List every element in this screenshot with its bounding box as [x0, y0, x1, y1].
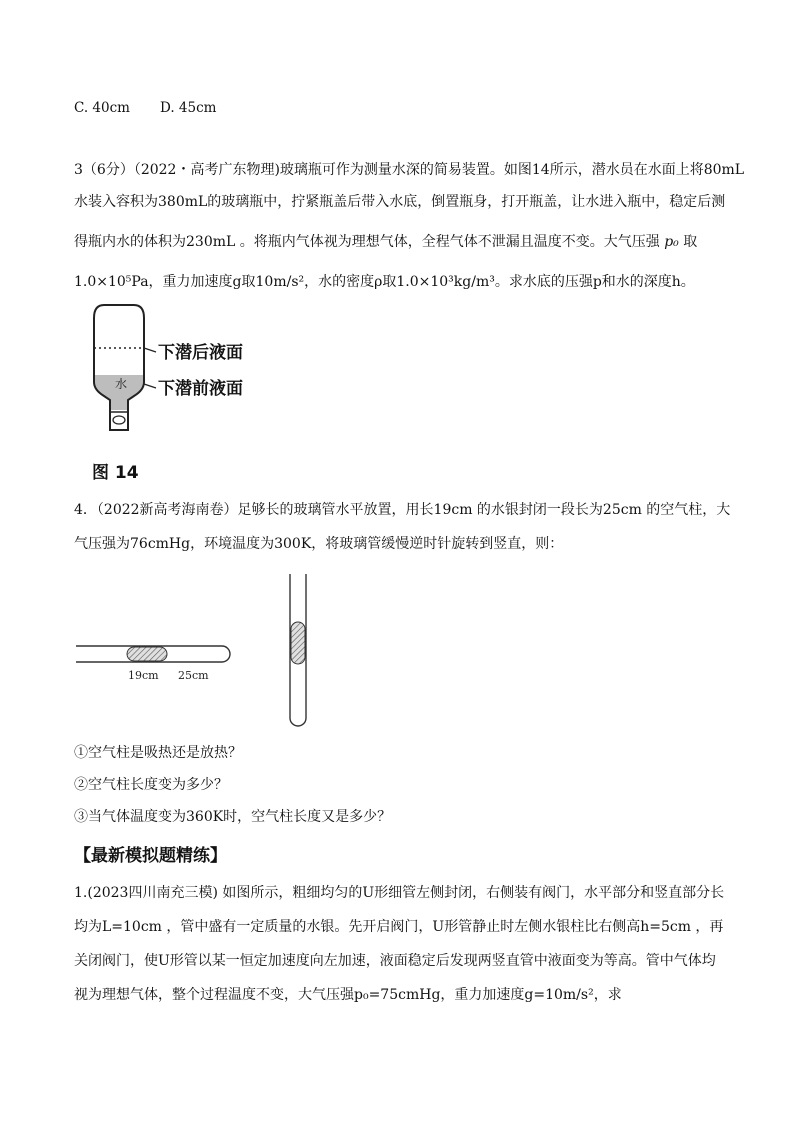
p1-line-1: 1.(2023四川南充三模) 如图所示，粗细均匀的U形细管左侧封闭，右侧装有阀门，水平部分和竖直部分长 [74, 885, 725, 901]
q4-line-2: 气压强为76cmHg，环境温度为300K，将玻璃管缓慢逆时针旋转到竖直，则： [74, 536, 564, 552]
section-title: 【最新模拟题精练】 [74, 846, 227, 866]
mercury-vertical [291, 622, 305, 664]
q3-line-3 [74, 232, 697, 252]
q3-qu-text: 取 [683, 234, 698, 250]
p1-line-3: 关闭阀门，使U形管以某一恒定加速度向左加速，液面稳定后发现两竖直管中液面变为等高。管中气体均 [74, 953, 716, 969]
figure-14-caption: 图 14 [92, 463, 139, 483]
label-25cm: 25cm [178, 669, 209, 682]
figure-glass-tubes [70, 570, 330, 730]
water-char: 水 [115, 377, 128, 391]
option-c: C. 40cm [74, 100, 130, 116]
p1-line-2: 均为L=10cm ，管中盛有一定质量的水银。先开启阀门，U形管静止时左侧水银柱比右侧高h=5cm ，再 [74, 919, 724, 935]
p1-line-4: 视为理想气体，整个过程温度不变，大气压强p₀=75cmHg，重力加速度g=10m/s²，求 [74, 987, 622, 1003]
q4-sub-2: ②空气柱长度变为多少？ [74, 777, 228, 793]
q3-p0-symbol: p₀ [664, 234, 679, 250]
figure-14-bottle [90, 300, 300, 485]
q3-line-1: 3（6分）（2022・高考广东物理)玻璃瓶可作为测量水深的简易装置。如图14所示，潜水员在水面上将80mL [74, 162, 745, 178]
q3-line-3-text: 得瓶内水的体积为230mL 。将瓶内气体视为理想气体，全程气体不泄漏且温度不变。大气压强 [74, 234, 660, 250]
label-19cm: 19cm [128, 669, 159, 682]
label-before-dive: 下潜前液面 [158, 379, 243, 399]
mercury-horizontal [127, 647, 167, 661]
q3-line-2: 水装入容积为380mL的玻璃瓶中，拧紧瓶盖后带入水底，倒置瓶身，打开瓶盖，让水进入瓶中，稳定后测 [74, 194, 726, 210]
q3-line-4: 1.0×10⁵Pa，重力加速度g取10m/s²，水的密度ρ取1.0×10³kg/m³。求水底的压强p和水的深度h。 [74, 274, 695, 290]
q4-sub-1: ①空气柱是吸热还是放热？ [74, 745, 242, 761]
label-after-dive: 下潜后液面 [158, 343, 243, 363]
option-d: D. 45cm [160, 100, 217, 116]
q4-line-1: 4．（2022新高考海南卷）足够长的玻璃管水平放置，用长19cm 的水银封闭一段长为25cm 的空气柱，大 [74, 502, 731, 518]
q4-sub-3: ③当气体温度变为360K时，空气柱长度又是多少？ [74, 809, 392, 825]
